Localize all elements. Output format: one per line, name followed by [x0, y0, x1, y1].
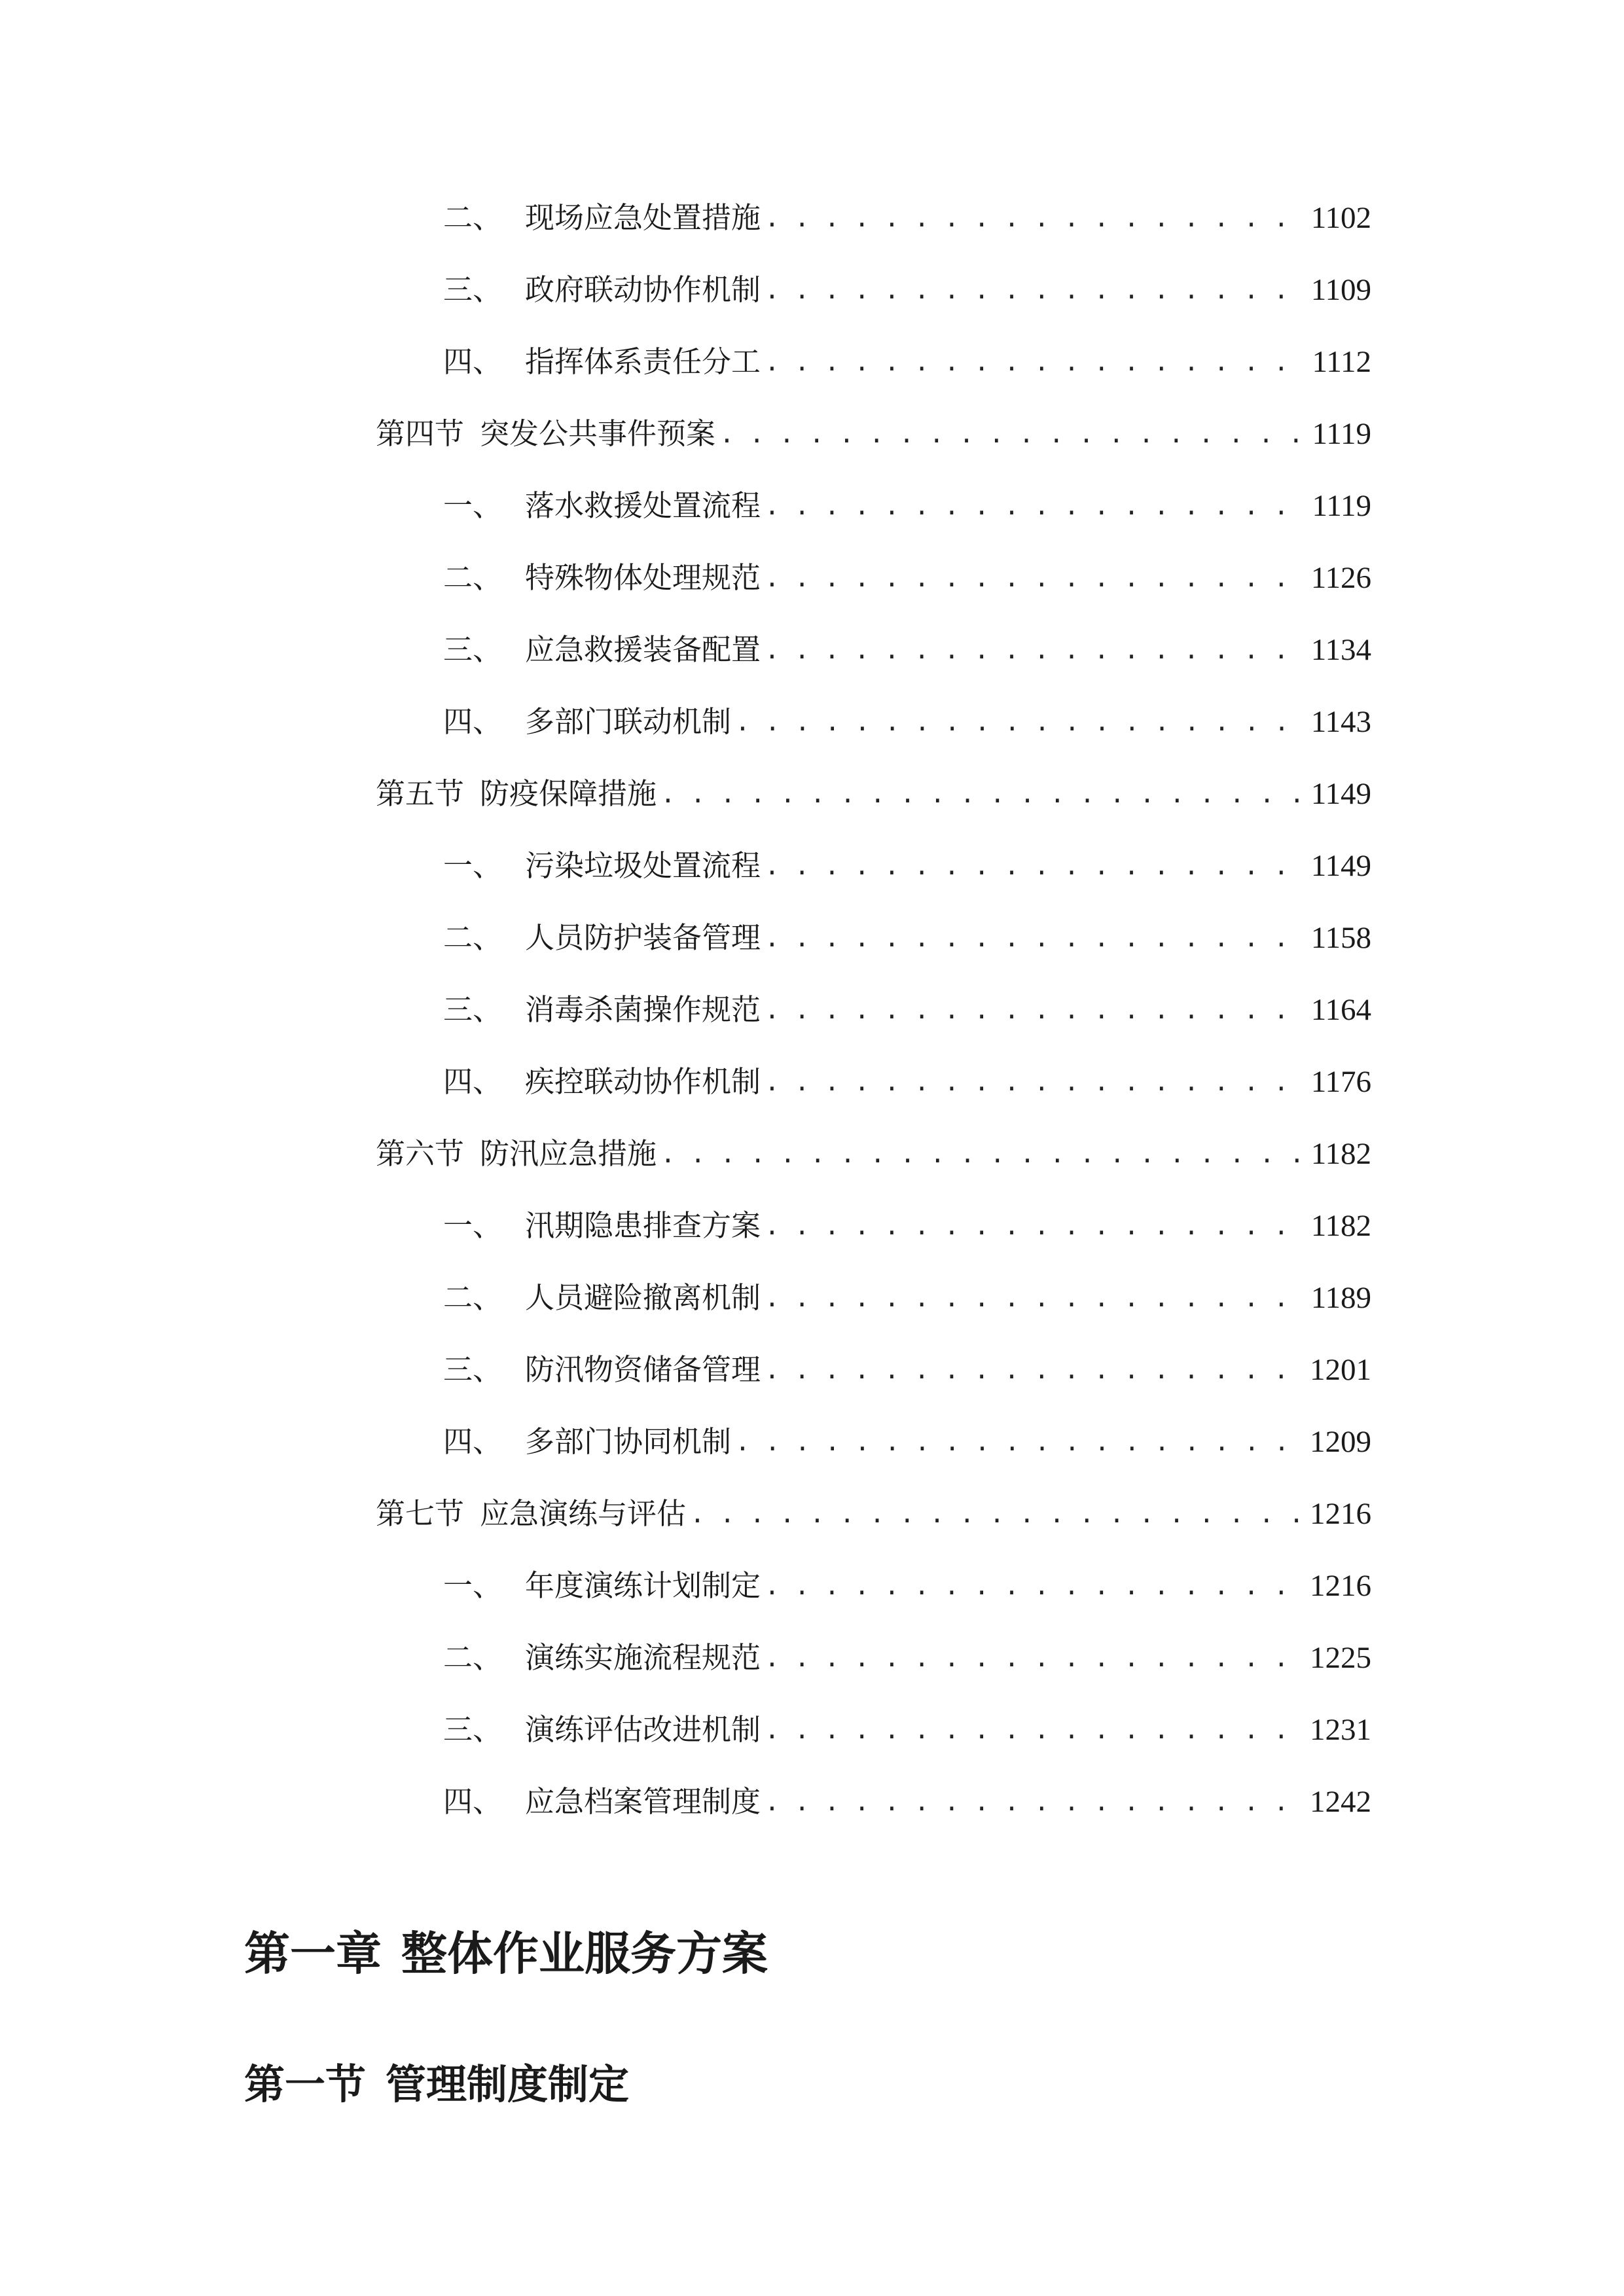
toc-entry-title: 应急演练与评估 [480, 1496, 687, 1531]
toc-entry-page: 1158 [1310, 921, 1371, 955]
toc-entry-marker: 二、 [443, 920, 503, 955]
toc-dot-leader [765, 555, 1303, 601]
toc-dot-leader [765, 339, 1304, 385]
toc-entry-marker: 第七节 [376, 1496, 465, 1531]
toc-entry-marker: 一、 [443, 488, 503, 523]
toc-entry-page: 1119 [1312, 489, 1371, 523]
section-heading [244, 2055, 629, 2114]
toc-entry[interactable] [443, 195, 1371, 241]
toc-entry-page: 1182 [1310, 1137, 1371, 1171]
toc-entry-marker: 三、 [443, 1352, 503, 1387]
toc-entry[interactable] [443, 1275, 1371, 1321]
toc-dot-leader [765, 1707, 1302, 1753]
toc-entry[interactable] [443, 843, 1371, 889]
toc-entry-title: 年度演练计划制定 [525, 1568, 761, 1603]
toc-entry-title: 多部门协同机制 [525, 1424, 732, 1459]
toc-entry-marker: 第六节 [376, 1136, 465, 1171]
toc-entry-title: 汛期隐患排查方案 [525, 1208, 761, 1243]
toc-entry[interactable] [376, 1131, 1371, 1177]
toc-entry-title: 落水救援处置流程 [525, 488, 761, 523]
toc-entry-title: 防汛物资储备管理 [525, 1352, 761, 1387]
toc-dot-leader [765, 483, 1304, 529]
toc-entry-marker: 三、 [443, 272, 503, 307]
toc-entry-title: 多部门联动机制 [525, 704, 732, 739]
toc-entry-page: 1143 [1310, 705, 1371, 739]
toc-entry-page: 1119 [1312, 417, 1371, 451]
toc-dot-leader [660, 1131, 1303, 1177]
chapter-number: 第一章 [244, 1927, 382, 1981]
toc-dot-leader [765, 267, 1303, 313]
toc-entry[interactable] [443, 555, 1371, 601]
toc-entry[interactable] [376, 1491, 1371, 1537]
toc-entry-page: 1231 [1310, 1713, 1371, 1747]
toc-entry-marker: 四、 [443, 704, 503, 739]
toc-dot-leader [765, 843, 1303, 889]
toc-dot-leader [690, 1491, 1302, 1537]
toc-entry-title: 突发公共事件预案 [480, 416, 716, 451]
toc-entry[interactable] [443, 987, 1371, 1033]
toc-dot-leader [765, 1203, 1303, 1249]
toc-entry-marker: 二、 [443, 1640, 503, 1675]
toc-entry-marker: 三、 [443, 992, 503, 1027]
toc-entry-page: 1149 [1310, 849, 1371, 883]
toc-entry-title: 演练评估改进机制 [525, 1712, 761, 1747]
toc-dot-leader [765, 1635, 1302, 1681]
toc-entry-page: 1216 [1310, 1569, 1371, 1603]
toc-entry-marker: 一、 [443, 848, 503, 883]
toc-dot-leader [765, 627, 1303, 673]
toc-entry-title: 现场应急处置措施 [525, 200, 761, 235]
toc-dot-leader [765, 915, 1303, 961]
toc-entry-marker: 二、 [443, 560, 503, 595]
toc-entry[interactable] [443, 483, 1371, 529]
toc-dot-leader [660, 771, 1303, 817]
chapter-heading [244, 1921, 768, 1986]
toc-dot-leader [765, 1059, 1303, 1105]
toc-entry-title: 疾控联动协作机制 [525, 1064, 761, 1099]
toc-entry-marker: 四、 [443, 1784, 503, 1819]
toc-entry[interactable] [443, 1059, 1371, 1105]
toc-dot-leader [765, 1779, 1302, 1825]
toc-entry-page: 1182 [1310, 1209, 1371, 1243]
toc-dot-leader [765, 1563, 1302, 1609]
toc-entry-title: 污染垃圾处置流程 [525, 848, 761, 883]
toc-entry[interactable] [443, 1707, 1371, 1753]
toc-entry[interactable] [443, 1779, 1371, 1825]
toc-entry-marker: 四、 [443, 1064, 503, 1099]
toc-entry-title: 指挥体系责任分工 [525, 344, 761, 379]
toc-entry[interactable] [443, 1419, 1371, 1465]
toc-entry-title: 人员防护装备管理 [525, 920, 761, 955]
toc-entry-marker: 一、 [443, 1568, 503, 1603]
toc-entry-page: 1176 [1310, 1065, 1371, 1099]
toc-dot-leader [765, 1347, 1302, 1393]
toc-dot-leader [765, 195, 1303, 241]
toc-entry-page: 1149 [1310, 777, 1371, 811]
toc-entry-title: 演练实施流程规范 [525, 1640, 761, 1675]
toc-entry-page: 1189 [1310, 1281, 1371, 1315]
toc-entry[interactable] [443, 1203, 1371, 1249]
toc-entry-title: 防疫保障措施 [480, 776, 657, 811]
toc-entry[interactable] [443, 267, 1371, 313]
toc-entry-title: 应急救援装备配置 [525, 632, 761, 667]
section-title: 管理制度制定 [386, 2060, 630, 2108]
toc-dot-leader [719, 411, 1304, 457]
toc-entry-page: 1201 [1310, 1353, 1371, 1387]
toc-entry-marker: 三、 [443, 632, 503, 667]
toc-entry-marker: 第四节 [376, 416, 465, 451]
toc-entry-page: 1216 [1310, 1497, 1371, 1531]
toc-dot-leader [765, 1275, 1303, 1321]
toc-dot-leader [735, 1419, 1302, 1465]
toc-entry-page: 1209 [1310, 1425, 1371, 1459]
section-number: 第一节 [244, 2060, 367, 2108]
toc-dot-leader [735, 699, 1303, 745]
chapter-title: 整体作业服务方案 [401, 1927, 768, 1981]
toc-entry[interactable] [443, 1635, 1371, 1681]
toc-entry-title: 应急档案管理制度 [525, 1784, 761, 1819]
toc-entry-page: 1225 [1310, 1641, 1371, 1675]
toc-entry-marker: 二、 [443, 200, 503, 235]
toc-entry[interactable] [443, 1347, 1371, 1393]
toc-entry-page: 1126 [1310, 561, 1371, 595]
toc-entry[interactable] [376, 411, 1371, 457]
toc-entry[interactable] [443, 699, 1371, 745]
toc-entry-marker: 一、 [443, 1208, 503, 1243]
toc-entry[interactable] [376, 771, 1371, 817]
toc-entry-page: 1242 [1310, 1785, 1371, 1819]
toc-entry[interactable] [443, 339, 1371, 385]
toc-entry-page: 1112 [1312, 345, 1371, 379]
toc-entry-marker: 二、 [443, 1280, 503, 1315]
toc-entry-title: 政府联动协作机制 [525, 272, 761, 307]
toc-entry-page: 1102 [1310, 201, 1371, 235]
toc-entry-marker: 四、 [443, 1424, 503, 1459]
toc-entry-page: 1109 [1310, 273, 1371, 307]
toc-entry[interactable] [443, 915, 1371, 961]
toc-entry[interactable] [443, 1563, 1371, 1609]
toc-entry-page: 1164 [1310, 993, 1371, 1027]
toc-entry-marker: 第五节 [376, 776, 465, 811]
toc-dot-leader [765, 987, 1303, 1033]
toc-entry-title: 防汛应急措施 [480, 1136, 657, 1171]
toc-entry-marker: 四、 [443, 344, 503, 379]
toc-entry[interactable] [443, 627, 1371, 673]
toc-entry-title: 人员避险撤离机制 [525, 1280, 761, 1315]
toc-entry-title: 消毒杀菌操作规范 [525, 992, 761, 1027]
toc-entry-page: 1134 [1310, 633, 1371, 667]
toc-entry-title: 特殊物体处理规范 [525, 560, 761, 595]
toc-entry-marker: 三、 [443, 1712, 503, 1747]
